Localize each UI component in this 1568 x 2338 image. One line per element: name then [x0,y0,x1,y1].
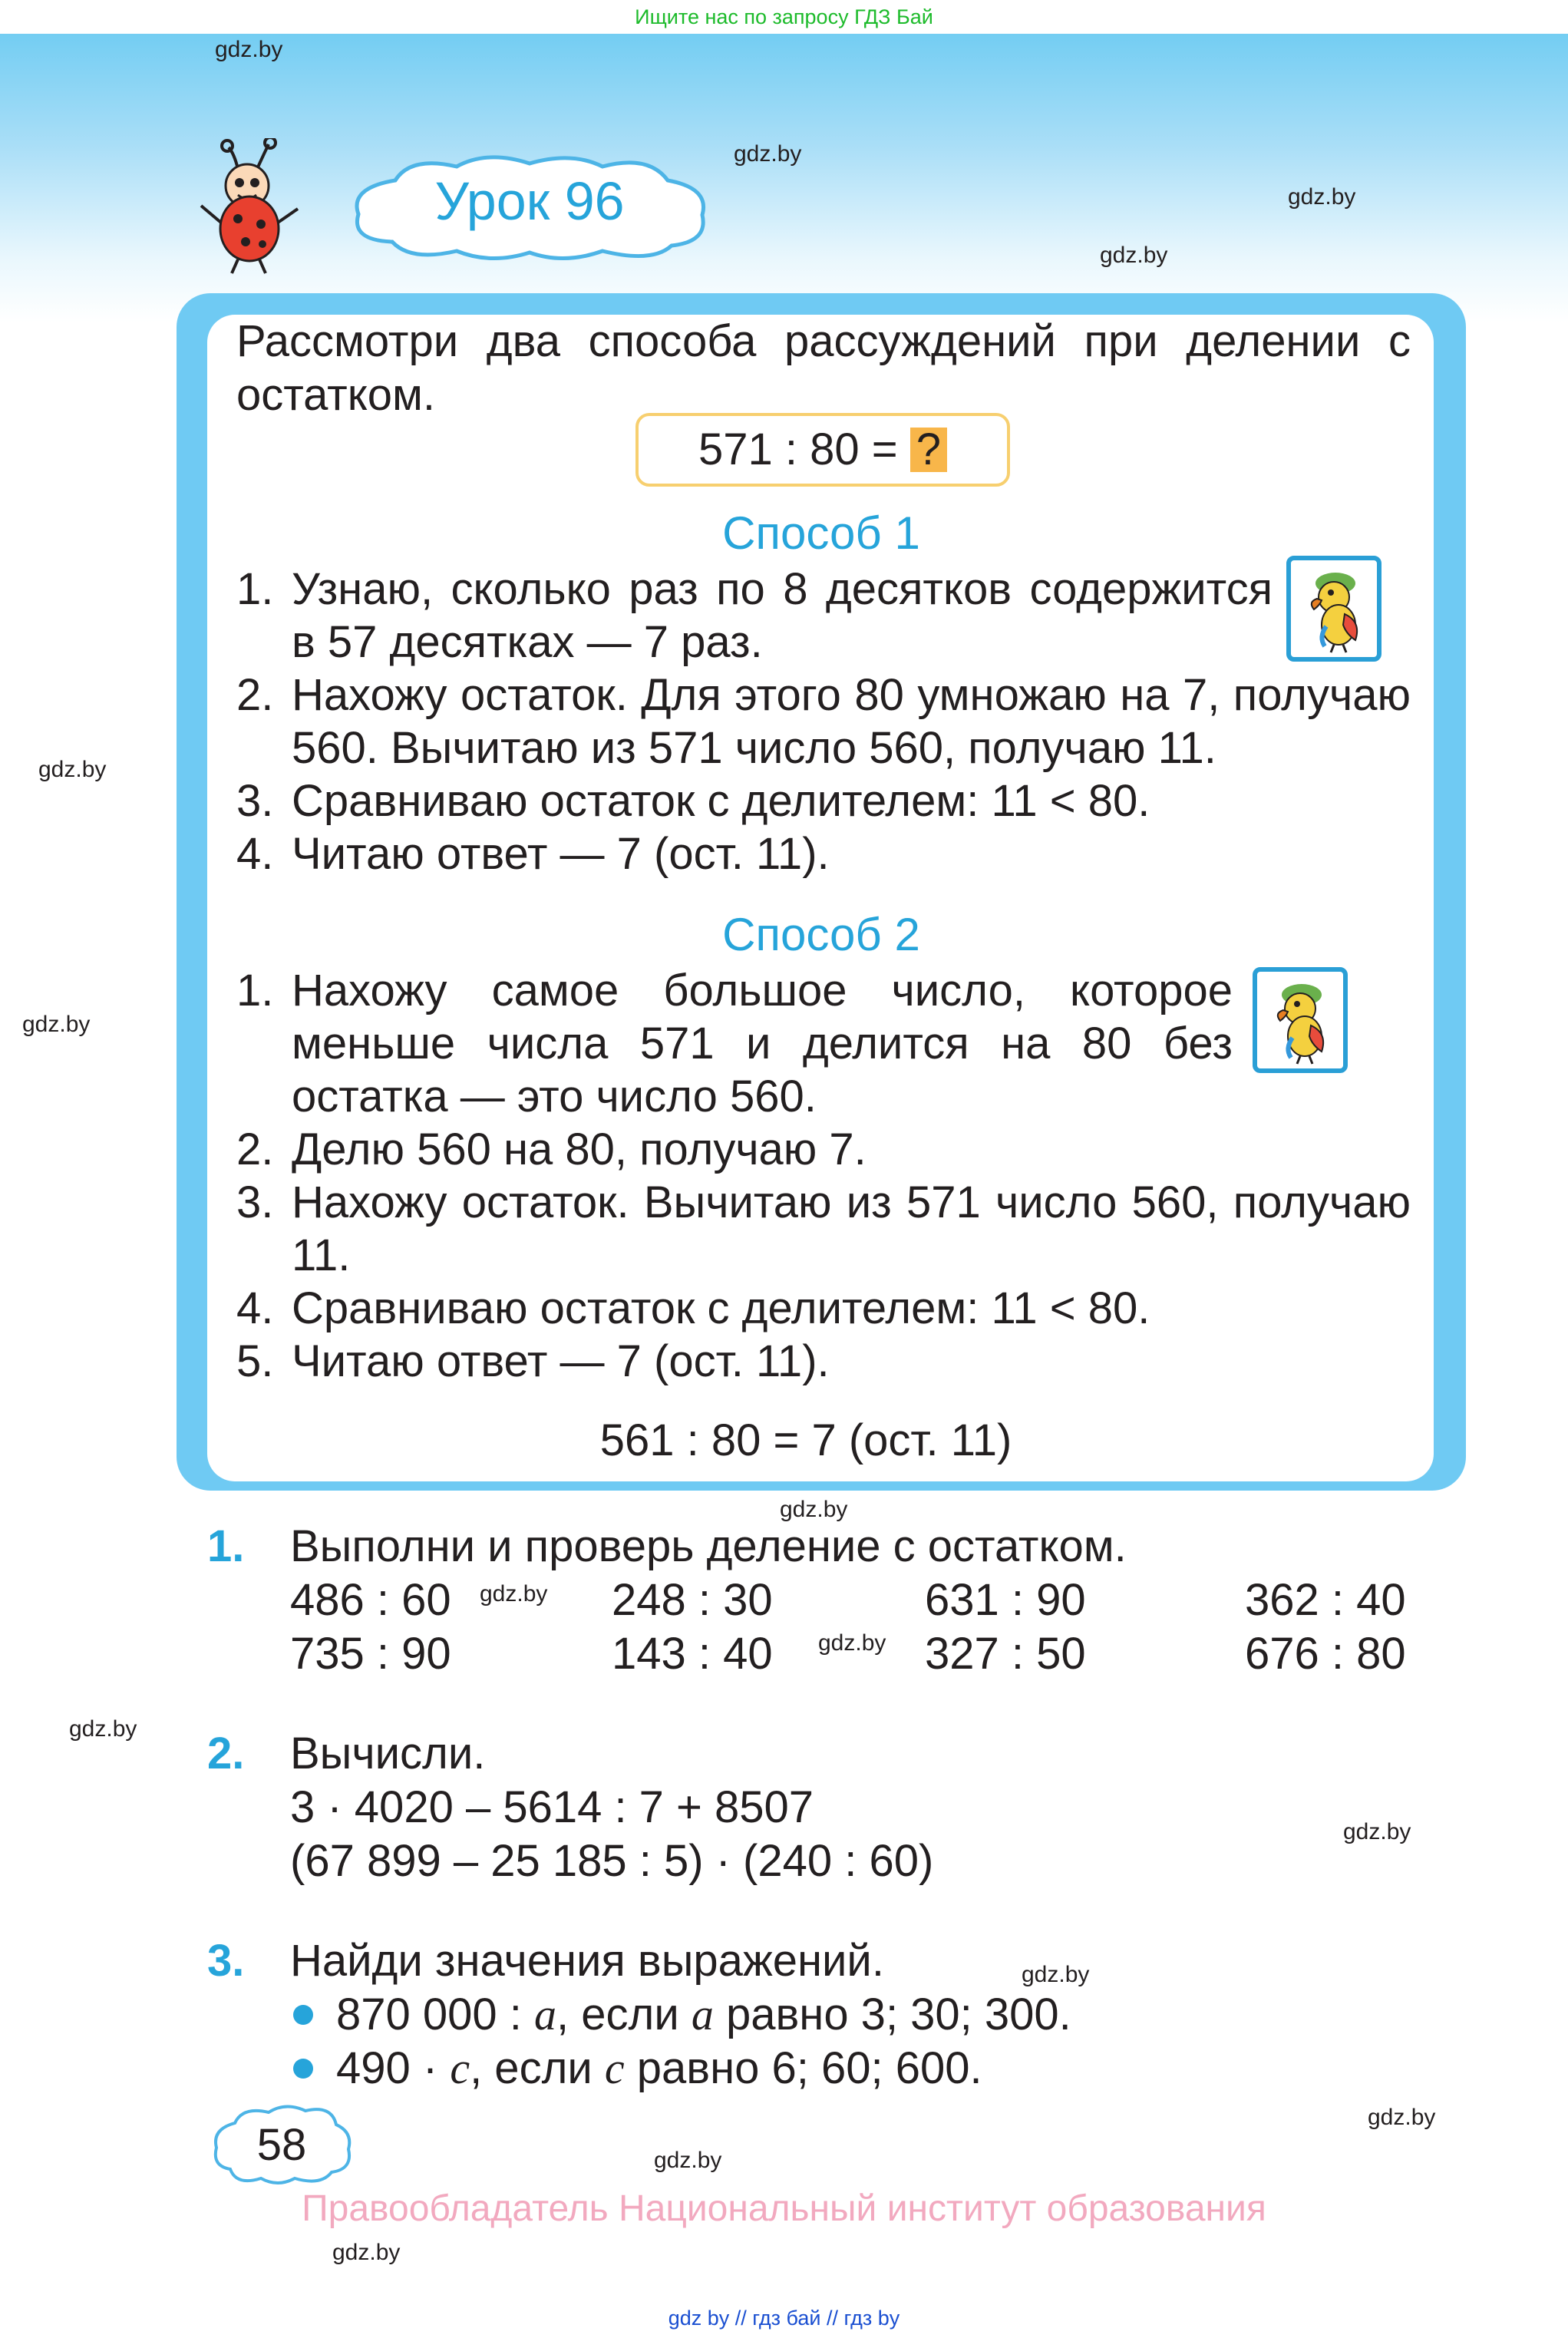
watermark: gdz.by [1100,243,1168,268]
step-number: 5. [236,1336,274,1386]
step-text: Делю 560 на 80, получаю 7. [292,1124,867,1174]
exercise: 362 : 40 [1245,1575,1406,1625]
task-number: 3. [207,1936,245,1986]
intro-text: Рассмотри два способа рассуждений при делении с остатком. [236,316,1411,420]
variable: c [604,2043,625,2093]
step-number: 1. [236,564,274,614]
final-equation: 561 : 80 = 7 (ост. 11) [599,1415,1012,1465]
step-text: Сравниваю остаток с делителем: 11 < 80. [292,776,1150,826]
bullet-dot [293,2005,313,2025]
watermark: gdz.by [780,1497,848,1522]
exercise: 248 : 30 [612,1575,773,1625]
bullet-item [293,1988,1071,2042]
step-number: 3. [236,776,274,826]
exercise: 676 : 80 [1245,1629,1406,1679]
variable: a [691,1990,714,2039]
method1-steps [236,563,1411,880]
watermark: gdz.by [480,1581,548,1607]
method2-title: Способ 2 [722,909,920,960]
step-number: 3. [236,1177,274,1227]
expr-part: 870 000 : [336,1990,534,2039]
exercise: 486 : 60 [290,1575,451,1625]
example-equation [635,413,1010,487]
expr-part: , если [556,1990,692,2039]
parrot-icon [1253,967,1348,1073]
list-item [236,964,1411,1123]
expr-part: равно 6; 60; 600. [624,2043,982,2093]
expr-part: равно 3; 30; 300. [713,1990,1071,2039]
bullet-dot [293,2059,313,2079]
method1-title: Способ 1 [722,507,920,559]
top-banner[interactable]: Ищите нас по запросу ГДЗ Бай [0,0,1568,34]
step-text: Сравниваю остаток с делителем: 11 < 80. [292,1283,1150,1333]
list-item [236,1335,1411,1388]
step-text: Читаю ответ — 7 (ост. 11). [292,1336,830,1386]
copyright-text: Правообладатель Национальный институт образования [302,2188,1266,2229]
unknown-mark: ? [910,428,947,472]
variable: c [450,2043,470,2093]
exercise: 327 : 50 [925,1629,1086,1679]
expression: 3 · 4020 – 5614 : 7 + 8507 [290,1782,814,1832]
bullet-item [293,2042,982,2095]
list-item [236,563,1411,669]
exercise: 143 : 40 [612,1629,773,1679]
expr-part: , если [470,2043,605,2093]
watermark: gdz.by [69,1716,137,1742]
watermark: gdz.by [332,2240,401,2265]
task-title: Вычисли. [290,1729,486,1778]
watermark: gdz.by [1343,1819,1411,1844]
list-item [236,1282,1411,1335]
watermark: gdz.by [734,141,802,167]
watermark: gdz.by [654,2148,722,2173]
task-title: Найди значения выражений. [290,1936,884,1986]
variable: a [534,1990,556,2039]
list-item [236,1176,1411,1282]
task-title: Выполни и проверь деление с остатком. [290,1521,1127,1571]
step-text: Нахожу остаток. Вычитаю из 571 число 560, получаю 11. [292,1177,1411,1280]
step-number: 4. [236,1283,274,1333]
list-item [236,774,1411,827]
exercise: 735 : 90 [290,1629,451,1679]
step-text: Узнаю, сколько раз по 8 десятков содержится в 57 десятках — 7 раз. [292,564,1273,667]
method2-steps [236,964,1411,1388]
step-text: Нахожу остаток. Для этого 80 умножаю на 7, получаю 560. Вычитаю из 571 число 560, получаю 11. [292,670,1411,773]
example-expression: 571 : 80 = [698,424,898,474]
task-number: 1. [207,1521,245,1571]
watermark: gdz.by [1288,184,1356,210]
page-number: 58 [256,2120,307,2170]
lesson-title: Урок 96 [434,171,625,231]
step-number: 1. [236,966,274,1015]
expr-part: 490 · [336,2043,451,2093]
step-number: 2. [236,670,274,720]
list-item [236,1123,1411,1176]
watermark: gdz.by [1368,2105,1436,2130]
step-number: 2. [236,1124,274,1174]
watermark: gdz.by [22,1012,91,1037]
watermark: gdz.by [1022,1962,1090,1987]
watermark: gdz.by [38,757,107,782]
watermark: gdz.by [215,37,283,62]
exercise: 631 : 90 [925,1575,1086,1625]
step-text: Нахожу самое большое число, которое меньше числа 571 и делится на 80 без остатка — это число 560. [292,966,1233,1121]
expression: (67 899 – 25 185 : 5) · (240 : 60) [290,1836,934,1886]
step-number: 4. [236,829,274,879]
ladybug-mascot-icon [192,138,307,276]
step-text: Читаю ответ — 7 (ост. 11). [292,829,830,879]
parrot-icon [1286,556,1381,662]
list-item [236,827,1411,880]
bottom-banner[interactable]: gdz by // гдз бай // гдз by [668,2307,900,2330]
watermark: gdz.by [818,1630,886,1656]
task-number: 2. [207,1729,245,1778]
list-item [236,669,1411,774]
